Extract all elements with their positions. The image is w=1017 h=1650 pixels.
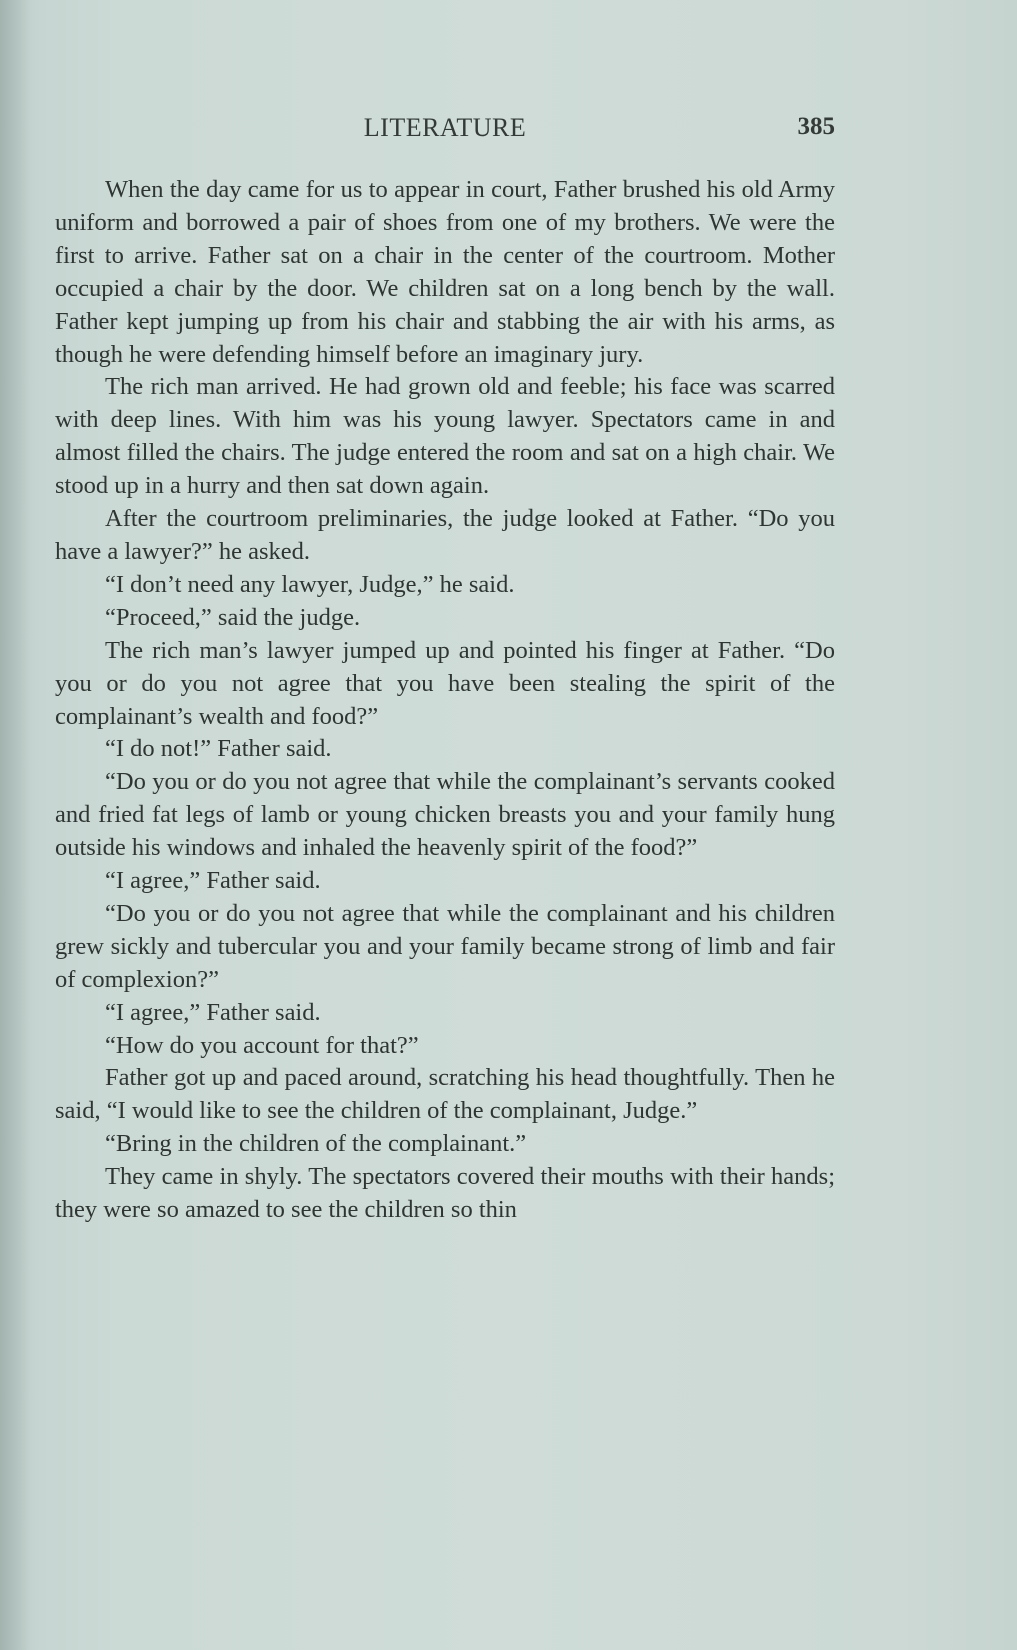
paragraph: “Do you or do you not agree that while the complainant’s servants cooked and fried fat legs of lamb or young chicken breasts you and your family hung outside his windows and inhaled the heavenly spirit of the food?” bbox=[55, 768, 835, 862]
running-head bbox=[55, 113, 835, 147]
page-number: 385 bbox=[797, 113, 835, 140]
paragraph: “I agree,” Father said. bbox=[105, 867, 321, 895]
paragraph: “I do not!” Father said. bbox=[105, 735, 332, 763]
paragraph: “I agree,” Father said. bbox=[105, 998, 321, 1026]
paragraph: “Bring in the children of the complainant.” bbox=[105, 1130, 527, 1158]
paragraph: “Proceed,” said the judge. bbox=[105, 603, 361, 631]
paragraph: When the day came for us to appear in court, Father brushed his old Army uniform and borrowed a pair of shoes from one of my brothers. We were the first to arrive. Father sat on a chair in the center of the courtroom. Mother occupied a chair by the door. We children sat on a long bench by the wall. Father kept jumping up from his chair and stabbing the air with his arms, as though he were defending himself before an imaginary jury. bbox=[55, 176, 835, 368]
paragraph: The rich man arrived. He had grown old and feeble; his face was scarred with deep lines. With him was his young lawyer. Spectators came in and almost filled the chairs. The judge entered the room and sat on a high chair. We stood up in a hurry and then sat down again. bbox=[55, 373, 835, 500]
paragraph: “Do you or do you not agree that while the complainant and his children grew sickly and tubercular you and your family became strong of limb and fair of complexion?” bbox=[55, 899, 835, 993]
body-text bbox=[55, 174, 835, 1227]
paragraph: They came in shyly. The spectators covered their mouths with their hands; they were so amazed to see the children so thin bbox=[55, 1163, 835, 1224]
paragraph: After the courtroom preliminaries, the judge looked at Father. “Do you have a lawyer?” he asked. bbox=[55, 505, 835, 565]
paragraph: Father got up and paced around, scratching his head thoughtfully. Then he said, “I would like to see the children of the complainant, Judge.” bbox=[55, 1064, 835, 1125]
paragraph: “I don’t need any lawyer, Judge,” he said. bbox=[105, 570, 515, 598]
paragraph: The rich man’s lawyer jumped up and pointed his finger at Father. “Do you or do you not agree that you have been stealing the spirit of the complainant’s wealth and food?” bbox=[55, 636, 835, 730]
paragraph: “How do you account for that?” bbox=[105, 1031, 419, 1059]
running-title: LITERATURE bbox=[363, 113, 527, 142]
gutter-shadow bbox=[0, 0, 30, 1650]
